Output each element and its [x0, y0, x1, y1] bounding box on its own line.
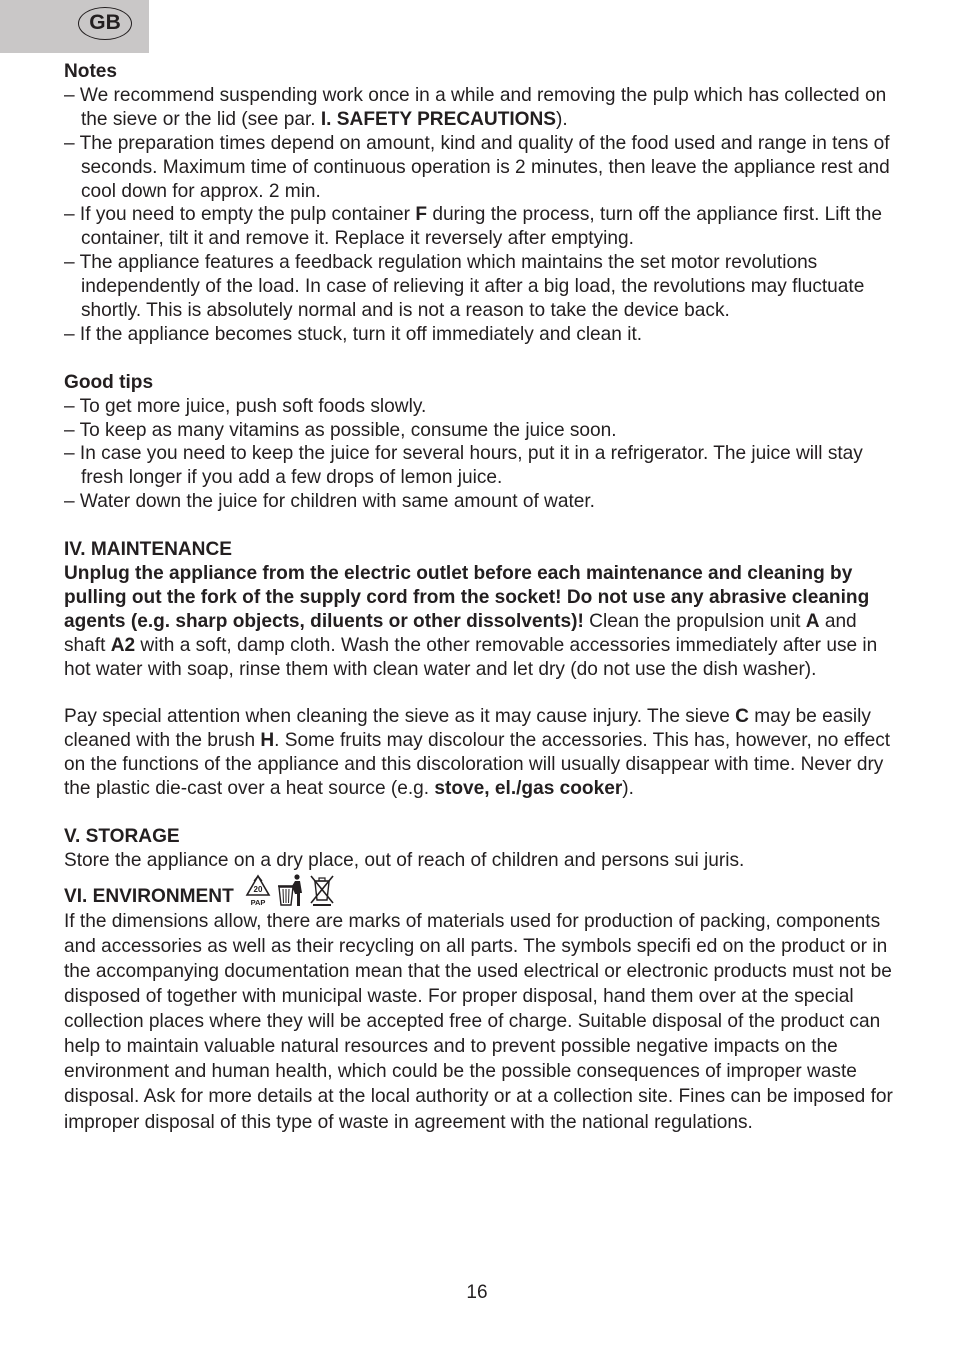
maintenance-paragraph-2: Pay special attention when cleaning the sieve as it may cause injury. The sieve C may be easily cleaned with the brush H. Some fruits may discolour the accessories. This has, however, no effect on the functions of the appliance and this discoloration will usually disappear with time. Never dry the plastic die-cast over a heat source (e.g. stove, el./gas cooker).	[64, 706, 891, 800]
page-content	[64, 60, 894, 1135]
notes-item-5: – If the appliance becomes stuck, turn it off immediately and clean it.	[64, 323, 643, 345]
notes-item-2: – The preparation times depend on amount, kind and quality of the food used and range in tens of seconds. Maximum time of continuous operation is 2 minutes, then leave the appliance rest and cool down for approx. 2 min.	[64, 132, 890, 202]
maintenance-paragraph-1: Unplug the appliance from the electric outlet before each maintenance and cleaning by pulling out the fork of the supply cord from the socket! Do not use any abrasive cleaning agents (e.g. sharp objects, diluents or other dissolvents)! Clean the propulsion unit A and shaft A2 with a soft, damp cloth. Wash the other removable accessories immediately after use in hot water with soap, rinse them with clean water and let dry (do not use the dish washer).	[64, 563, 878, 680]
storage-text: Store the appliance on a dry place, out of reach of children and persons sui juris.	[64, 849, 745, 871]
notes-item-3: – If you need to empty the pulp container F during the process, turn off the appliance first. Lift the container, tilt it and remove it. Replace it reversely after emptying.	[64, 204, 882, 250]
storage-heading: V. STORAGE	[64, 825, 180, 847]
language-badge: GB	[78, 7, 132, 40]
tips-heading: Good tips	[64, 371, 154, 393]
tips-item-3: – In case you need to keep the juice for several hours, put it in a refrigerator. The juice will stay fresh longer if you add a few drops of lemon juice.	[64, 443, 863, 489]
environment-icons	[244, 873, 336, 907]
notes-item-4: – The appliance features a feedback regulation which maintains the set motor revolutions independently of the load. In case of relieving it after a big load, the revolutions may fluctuate shortly. This is absolutely normal and is not a reason to take the device back.	[64, 252, 865, 322]
language-tab	[0, 0, 149, 53]
tips-item-4: – Water down the juice for children with same amount of water.	[64, 491, 595, 513]
waste-bin-person-icon	[275, 873, 305, 907]
crossed-bin-icon	[308, 873, 336, 907]
notes-item-1: – We recommend suspending work once in a while and removing the pulp which has collected on the sieve or the lid (see par. I. SAFETY PRECAUTIONS).	[64, 84, 887, 130]
tips-item-2: – To keep as many vitamins as possible, consume the juice soon.	[64, 419, 617, 441]
svg-text:20: 20	[253, 884, 263, 894]
environment-heading: VI. ENVIRONMENT	[64, 885, 234, 907]
environment-text: If the dimensions allow, there are marks of materials used for production of packing, components and accessories as well as their recycling on all parts. The symbols specifi ed on the product or in the accompanying documentation mean that the used electrical or electronic products must not be disposed of together with municipal waste. For proper disposal, hand them over at the special collection places where they will be accepted free of charge. Suitable disposal of the product can help to maintain valuable natural resources and to prevent possible negative impacts on the environment and human health, which could be the possible consequences of improper waste disposal. Ask for more details at the local authority or at a collection site. Fines can be imposed for improper disposal of this type of waste in agreement with the national regulations.	[64, 910, 893, 1133]
recycle-20-pap-icon	[244, 873, 272, 907]
maintenance-heading: IV. MAINTENANCE	[64, 539, 232, 561]
svg-text:PAP: PAP	[250, 897, 266, 907]
environment-heading-row	[64, 873, 894, 909]
page-number: 16	[466, 1282, 488, 1303]
notes-heading: Notes	[64, 61, 118, 82]
tips-item-1: – To get more juice, push soft foods slowly.	[64, 395, 427, 417]
